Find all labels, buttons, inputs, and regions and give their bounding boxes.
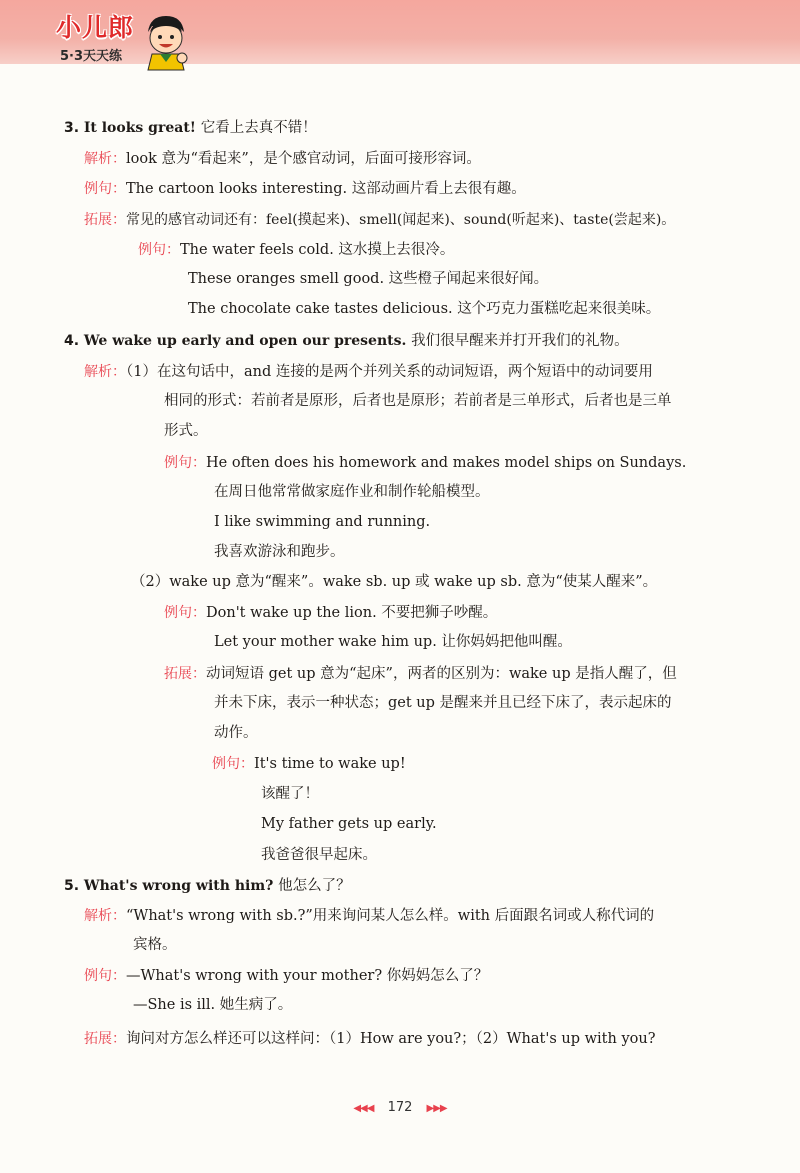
item-3-title-cn: 它看上去真不错！: [200, 120, 317, 136]
right-arrows-icon: ▶▶▶: [426, 1103, 447, 1114]
item-3-ext-example-1: 例句：The water feels cold. 这水摸上去很冷。: [138, 242, 455, 258]
item-4-extension: 拓展：动词短语 get up 意为“起床”，两者的区别为：wake up 是指人醒了，但: [164, 666, 677, 682]
item-4-title-en: We wake up early and open our presents.: [83, 333, 407, 349]
item-4-example-2: I like swimming and running.: [214, 514, 431, 530]
item-4-extension-cont: 动作。: [214, 725, 258, 741]
item-4-ext-example-2-translation: 我爸爸很早起床。: [261, 847, 377, 863]
item-4-example-1: 例句：He often does his homework and makes model ships on Sundays.: [164, 455, 687, 471]
item-4-extension-cont: 并未下床，表示一种状态；get up 是醒来并且已经下床了，表示起床的: [214, 695, 672, 711]
item-4-analysis-2: （2）wake up 意为“醒来”。wake sb. up 或 wake up sb. 意为“使某人醒来”。: [131, 574, 658, 590]
item-4-title-cn: 我们很早醒来并打开我们的礼物。: [411, 333, 629, 349]
item-3-extension: 拓展：常见的感官动词还有：feel(摸起来)、smell(闻起来)、sound(听起来)、taste(尝起来)。: [84, 212, 676, 228]
item-5-title-en: What's wrong with him?: [83, 878, 274, 894]
item-3-title-en: It looks great!: [83, 120, 196, 136]
item-3-analysis: 解析：look 意为“看起来”，是个感官动词，后面可接形容词。: [84, 151, 481, 167]
item-5-example-1: 例句：—What's wrong with your mother? 你妈妈怎么了？: [84, 968, 489, 984]
item-5-extension: 拓展：询问对方怎么样还可以这样问：（1）How are you?；（2）What's up with you?: [84, 1031, 656, 1047]
item-5-example-2: —She is ill. 她生病了。: [133, 997, 293, 1013]
item-4-ext-example-1: 例句：It's time to wake up!: [212, 756, 406, 772]
item-4-example-2-translation: 我喜欢游泳和跑步。: [214, 544, 345, 560]
page-number: 172: [387, 1100, 413, 1115]
mascot-boy-icon: [140, 12, 192, 72]
item-4-analysis-1: 解析：（1）在这句话中，and 连接的是两个并列关系的动词短语，两个短语中的动词要用: [84, 364, 653, 380]
item-4-example-1-translation: 在周日他常常做家庭作业和制作轮船模型。: [214, 484, 490, 500]
item-4-analysis-1-cont: 相同的形式：若前者是原形，后者也是原形；若前者是三单形式，后者也是三单: [164, 393, 672, 409]
item-4-title: 4. We wake up early and open our presents. 我们很早醒来并打开我们的礼物。: [64, 333, 629, 349]
item-3-title: 3. It looks great! 它看上去真不错！: [64, 120, 317, 136]
item-4-example-4: Let your mother wake him up. 让你妈妈把他叫醒。: [214, 634, 572, 650]
item-4-ext-example-1-translation: 该醒了！: [261, 786, 319, 802]
item-4-ext-example-2: My father gets up early.: [261, 816, 437, 832]
item-5-analysis: 解析：“What's wrong with sb.?”用来询问某人怎么样。with 后面跟名词或人称代词的: [84, 908, 655, 924]
page-footer: [0, 1100, 800, 1115]
item-3-ext-example-2: These oranges smell good. 这些橙子闻起来很好闻。: [188, 271, 549, 287]
item-3-example: 例句：The cartoon looks interesting. 这部动画片看上去很有趣。: [84, 181, 526, 197]
brand-logo: 小儿郎: [56, 13, 135, 42]
item-5-analysis-cont: 宾格。: [133, 937, 177, 953]
left-arrows-icon: ◀◀◀: [353, 1103, 374, 1114]
item-4-analysis-1-cont: 形式。: [164, 423, 208, 439]
item-5-title: 5. What's wrong with him? 他怎么了？: [64, 878, 351, 894]
item-5-title-cn: 他怎么了？: [278, 878, 351, 894]
page-header: [0, 0, 800, 64]
brand-subtitle: 5·3天天练: [60, 49, 123, 64]
item-4-example-3: 例句：Don't wake up the lion. 不要把狮子吵醒。: [164, 605, 498, 621]
item-3-ext-example-3: The chocolate cake tastes delicious. 这个巧克力蛋糕吃起来很美味。: [188, 301, 661, 317]
